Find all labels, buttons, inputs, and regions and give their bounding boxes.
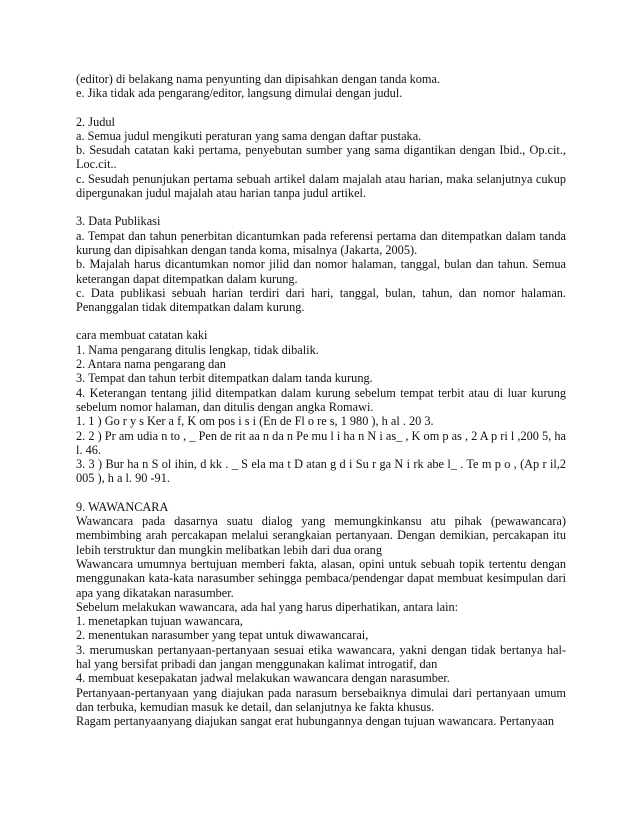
list-item: 3. 3 ) Bur ha n S ol ihin, d kk . _ S ela ma t D atan g d i Su r ga N i rk abe l_ . Te m p o , (Ap r il,2 005 ), h a l. 90 -91. [76, 457, 566, 486]
section-heading: cara membuat catatan kaki [76, 328, 208, 343]
spacer [76, 486, 566, 500]
list-item: 3. Tempat dan tahun terbit ditempatkan dalam tanda kurung. [76, 371, 373, 386]
section-heading: 9. WAWANCARA [76, 499, 169, 514]
spacer [76, 200, 566, 214]
list-item: 1. Nama pengarang ditulis lengkap, tidak dibalik. [76, 342, 319, 357]
spacer [76, 101, 566, 115]
paragraph: b. Sesudah catatan kaki pertama, penyebutan sumber yang sama digantikan dengan Ibid., Op.cit., Loc.cit.. [76, 143, 566, 172]
paragraph: a. Tempat dan tahun penerbitan dicantumkan pada referensi pertama dan ditempatkan dalam tanda kurung dan dipisahkan dengan tanda koma, misalnya (Jakarta, 2005). [76, 228, 566, 257]
paragraph: Sebelum melakukan wawancara, ada hal yang harus diperhatikan, antara lain: [76, 599, 459, 614]
list-item: 2. menentukan narasumber yang tepat untuk diwawancarai, [76, 628, 369, 643]
list-item: 3. merumuskan pertanyaan-pertanyaan sesuai etika wawancara, yakni dengan tidak bertanya hal-hal yang bersifat pribadi dan jangan menggunakan kalimat introgatif, dan [76, 642, 566, 671]
list-item: 2. Antara nama pengarang dan [76, 357, 226, 372]
paragraph: Wawancara pada dasarnya suatu dialog yang memungkinkansu atu pihak (pewawancara) membimbing arah percakapan melalui serangkaian pertanyaan. Dengan demikian, percakapan itu lebih terstruktur dan mungkin melibatkan lebih dari dua orang [76, 514, 566, 557]
list-item: 4. membuat kesepakatan jadwal melakukan wawancara dengan narasumber. [76, 671, 450, 686]
paragraph: b. Majalah harus dicantumkan nomor jilid dan nomor halaman, tanggal, bulan dan tahun. Semua keterangan dapat ditempatkan dalam kurung. [76, 257, 566, 286]
list-item: 1. menetapkan tujuan wawancara, [76, 614, 243, 629]
judul-section [76, 115, 566, 201]
paragraph: c. Data publikasi sebuah harian terdiri dari hari, tanggal, bulan, tahun, dan nomor halaman. Penanggalan tidak ditempatkan dalam kurung. [76, 285, 566, 315]
intro-section [76, 72, 566, 101]
paragraph: Wawancara umumnya bertujuan memberi fakta, alasan, opini untuk sebuah topik tertentu dengan menggunakan kata-kata narasumber sehingga pembaca/pendengar dapat membuat kesimpulan dari apa yang dikatakan narasumber. [76, 556, 566, 600]
paragraph: c. Sesudah penunjukan pertama sebuah artikel dalam majalah atau harian, maka selanjutnya cukup dipergunakan judul majalah atau harian tanpa judul artikel. [76, 171, 566, 201]
wawancara-section [76, 500, 566, 729]
section-heading: 2. Judul [76, 114, 115, 129]
spacer [76, 314, 566, 328]
section-heading: 3. Data Publikasi [76, 214, 161, 229]
document-page [76, 72, 566, 728]
cara-section [76, 328, 566, 485]
list-item: 4. Keterangan tentang jilid ditempatkan dalam kurung sebelum tempat terbit atau di luar kurung sebelum nomor halaman, dan ditulis dengan angka Romawi. [76, 385, 566, 414]
publikasi-section [76, 214, 566, 314]
paragraph: Pertanyaan-pertanyaan yang diajukan pada narasum bersebaiknya dimulai dari pertanyaan umum dan terbuka, kemudian masuk ke detail, dan selanjutnya ke fakta khusus. [76, 685, 566, 714]
paragraph: e. Jika tidak ada pengarang/editor, langsung dimulai dengan judul. [76, 86, 403, 101]
list-item: 1. 1 ) Go r y s Ker a f, K om pos i s i (En de Fl o re s, 1 980 ), h al . 20 3. [76, 414, 434, 429]
paragraph: (editor) di belakang nama penyunting dan dipisahkan dengan tanda koma. [76, 72, 441, 86]
paragraph: a. Semua judul mengikuti peraturan yang sama dengan daftar pustaka. [76, 128, 422, 143]
list-item: 2. 2 ) Pr am udia n to , _ Pen de rit aa n da n Pe mu l i ha n N i as_ , K om p as , 2 A p ri l ,200 5, ha l. 46. [76, 428, 566, 457]
paragraph: Ragam pertanyaanyang diajukan sangat erat hubungannya dengan tujuan wawancara. Pertanyaan [76, 714, 555, 729]
